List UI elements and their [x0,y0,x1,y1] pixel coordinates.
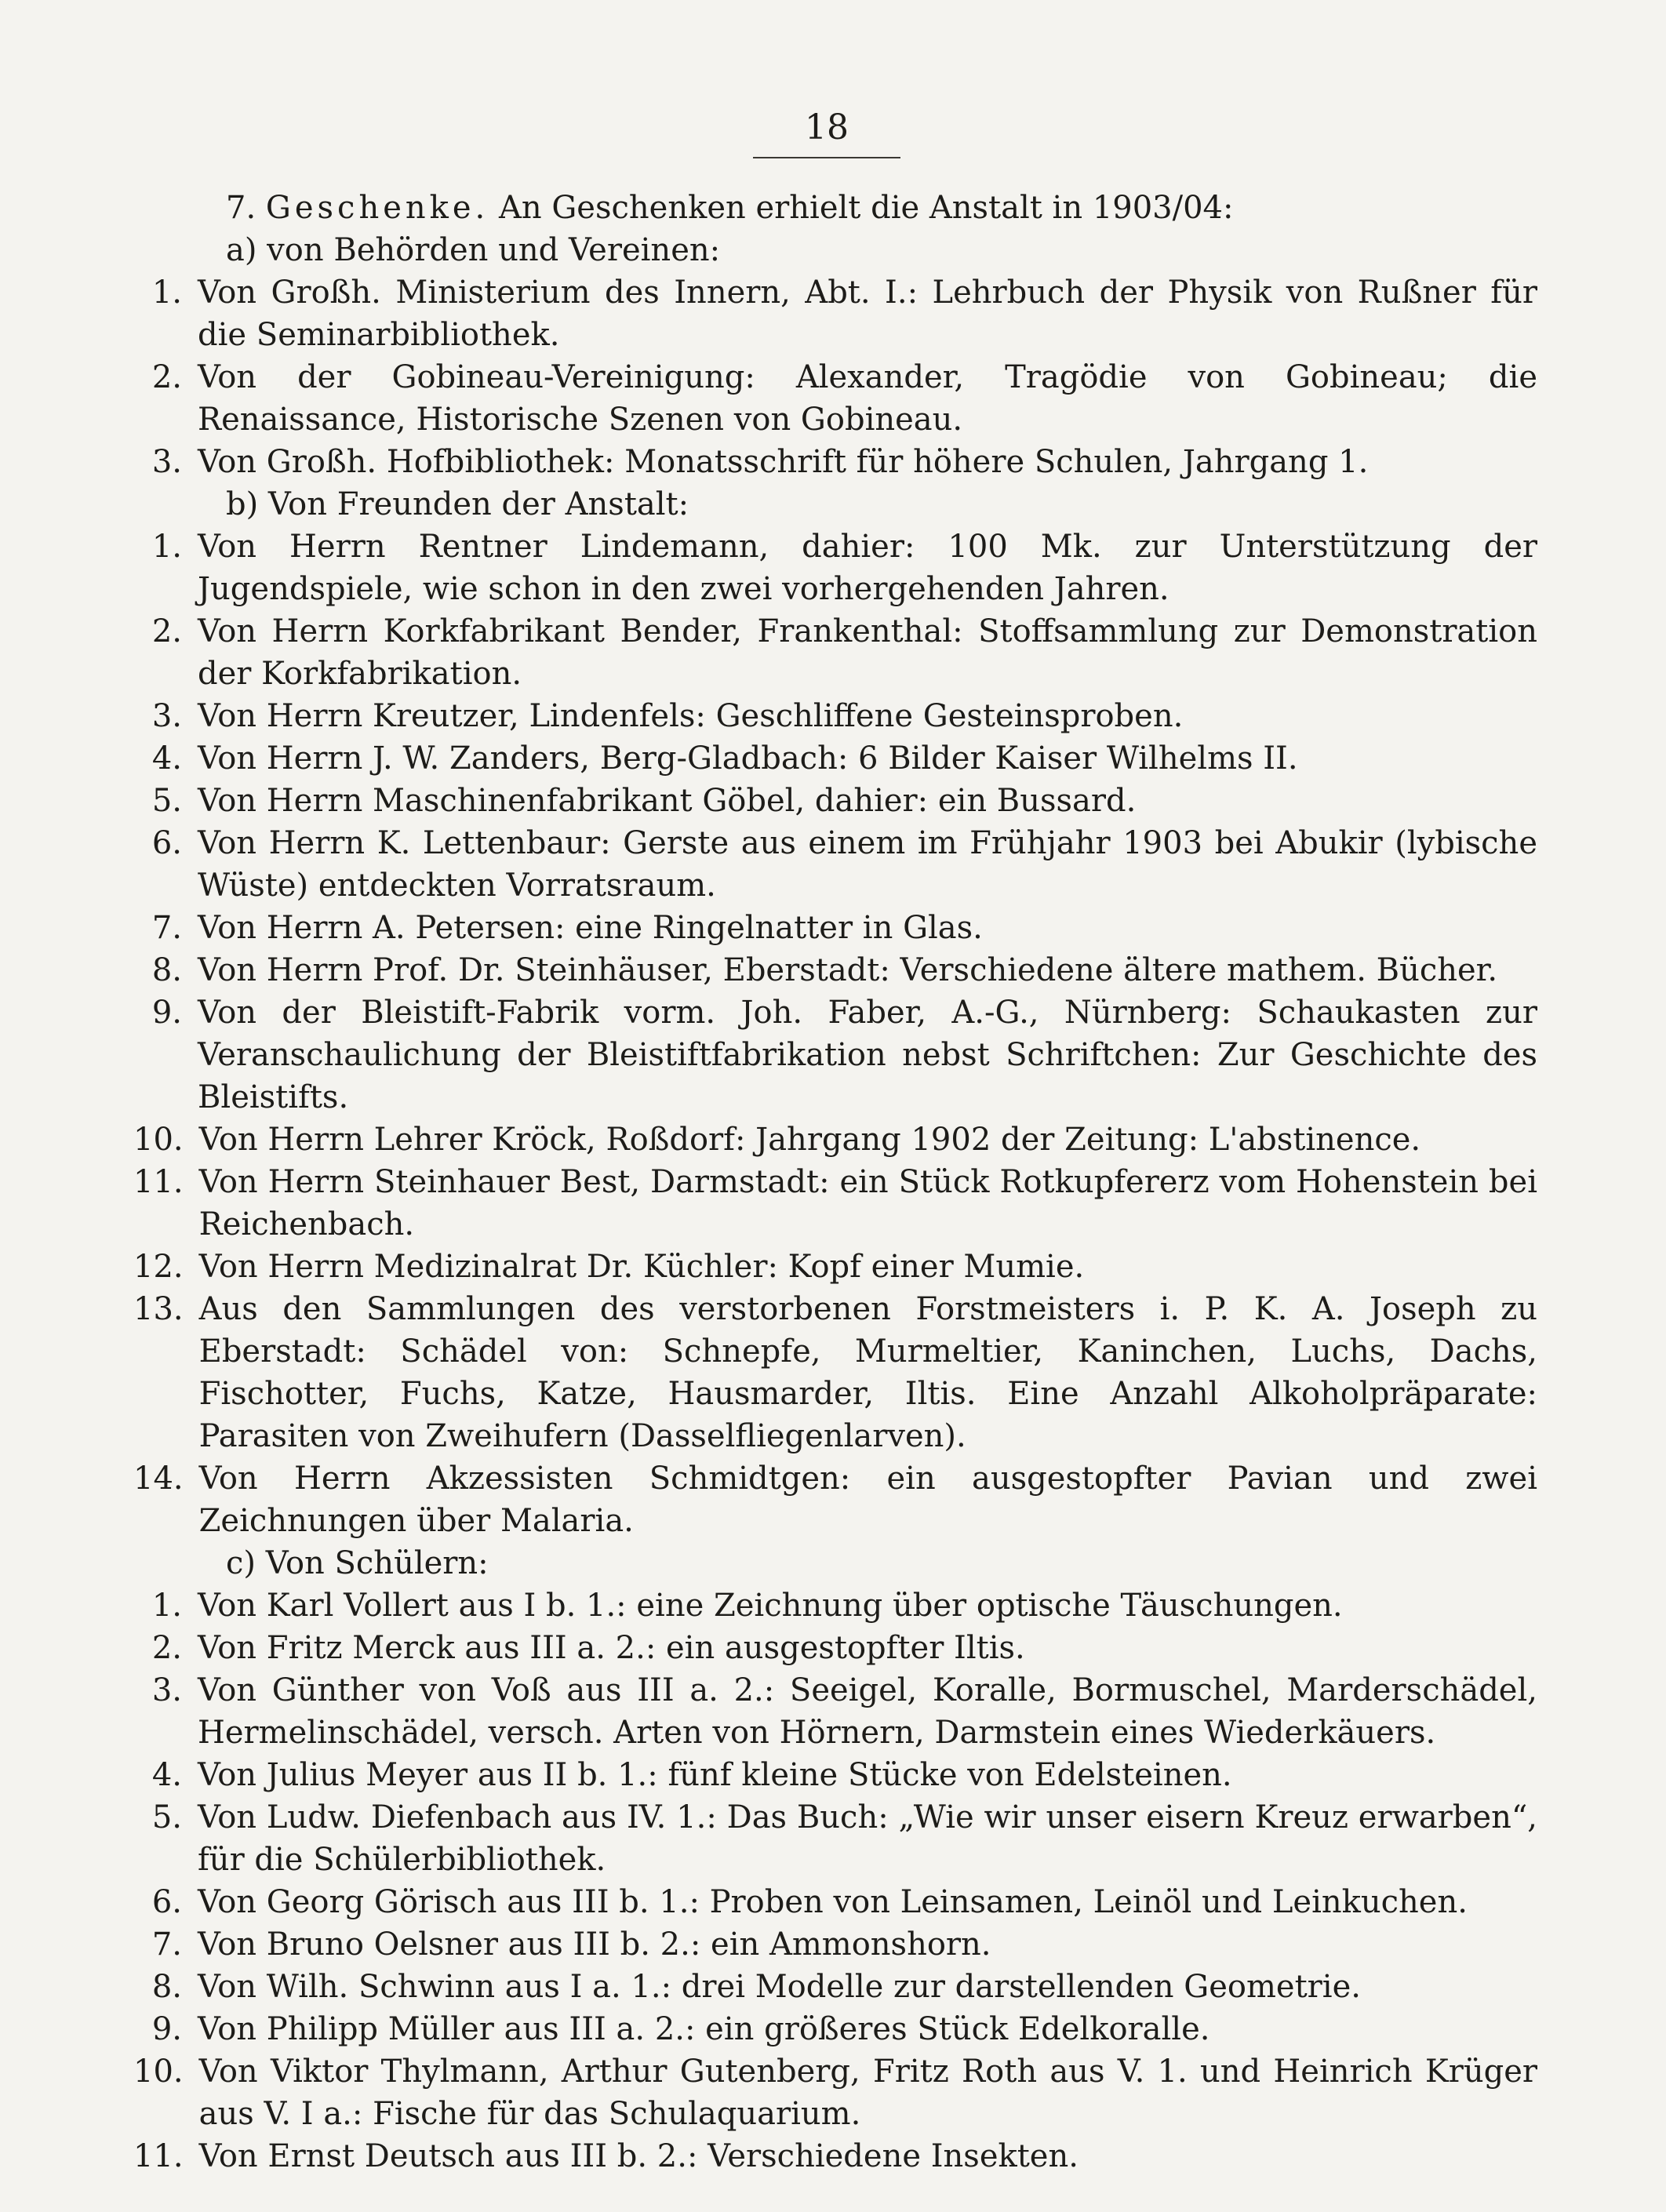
item-number: 3. [151,1672,182,1708]
list-item [133,1669,1537,1754]
group-c-list [133,1584,1537,2177]
item-text: Von Wilh. Schwinn aus I a. 1.: drei Modelle zur darstellenden Geometrie. [198,1969,1361,2005]
list-item [133,737,1537,780]
item-number: 6. [151,1884,182,1920]
list-item [133,1288,1537,1457]
item-number: 9. [151,995,182,1031]
item-text: Von der Gobineau-Vereinigung: Alexander, Tragödie von Gobineau; die Renaissance, Historische Szenen von Gobineau. [198,359,1537,438]
list-item [133,2135,1537,2177]
item-text: Von Herrn Medizinalrat Dr. Küchler: Kopf einer Mumie. [198,1249,1085,1285]
item-text: Von Ludw. Diefenbach aus IV. 1.: Das Buch: „Wie wir unser eisern Kreuz erwarben“, für die Schülerbibliothek. [198,1799,1537,1878]
item-number: 1. [151,1588,182,1624]
group-b-list [133,526,1537,1542]
item-number: 12. [133,1249,184,1285]
item-number: 4. [151,1757,182,1793]
item-number: 5. [151,783,182,819]
section-title: Geschenke. [265,190,489,226]
list-item [133,356,1537,441]
item-text: Von Herrn Korkfabrikant Bender, Frankenthal: Stoffsammlung zur Demonstration der Korkfabrikation. [198,613,1537,692]
item-text: Von der Bleistift-Fabrik vorm. Joh. Faber, A.-G., Nürnberg: Schaukasten zur Veranschaulichung der Bleistiftfabrikation nebst Schriftchen: Zur Geschichte des Bleistifts. [198,995,1537,1115]
item-text: Von Herrn Steinhauer Best, Darmstadt: ein Stück Rotkupfererz vom Hohenstein bei Reichenbach. [198,1164,1537,1242]
item-text: Von Herrn Maschinenfabrikant Göbel, dahier: ein Bussard. [198,783,1137,819]
item-text: Von Herrn Akzessisten Schmidtgen: ein ausgestopfter Pavian und zwei Zeichnungen über Malaria. [198,1461,1537,1539]
item-text: Von Großh. Hofbibliothek: Monatsschrift für höhere Schulen, Jahrgang 1. [198,444,1369,480]
list-item [133,1119,1537,1161]
list-item [133,1881,1537,1923]
list-item [133,991,1537,1119]
list-item [133,949,1537,991]
item-number: 1. [151,275,182,311]
list-item [133,780,1537,822]
item-text: Von Herrn Kreutzer, Lindenfels: Geschliffene Gesteinsproben. [198,698,1184,734]
list-item [133,822,1537,907]
item-number: 7. [151,910,182,946]
list-item [133,1584,1537,1627]
list-item [133,2050,1537,2135]
item-text: Von Herrn Lehrer Kröck, Roßdorf: Jahrgang 1902 der Zeitung: L'abstinence. [198,1122,1421,1158]
list-item [133,2008,1537,2050]
list-item [133,1246,1537,1288]
item-text: Von Fritz Merck aus III a. 2.: ein ausgestopfter Iltis. [198,1630,1025,1666]
list-item [133,1796,1537,1881]
page-content [133,187,1537,2177]
list-item [133,526,1537,610]
item-text: Von Bruno Oelsner aus III b. 2.: ein Ammonshorn. [198,1926,991,1963]
item-number: 3. [151,698,182,734]
item-text: Von Herrn J. W. Zanders, Berg-Gladbach: 6 Bilder Kaiser Wilhelms II. [198,740,1298,777]
list-item [133,1161,1537,1246]
item-number: 7. [151,1926,182,1963]
item-number: 11. [133,1164,184,1200]
item-number: 2. [151,359,182,395]
item-text: Von Karl Vollert aus I b. 1.: eine Zeichnung über optische Täuschungen. [198,1588,1343,1624]
item-number: 4. [151,740,182,777]
item-number: 10. [133,1122,184,1158]
list-item [133,271,1537,356]
item-text: Von Ernst Deutsch aus III b. 2.: Verschiedene Insekten. [198,2138,1079,2174]
list-item [133,1627,1537,1669]
item-number: 9. [151,2011,182,2047]
section-heading [133,187,1537,229]
item-number: 2. [151,613,182,649]
item-text: Von Herrn Rentner Lindemann, dahier: 100 Mk. zur Unterstützung der Jugendspiele, wie schon in den zwei vorhergehenden Jahren. [198,529,1537,607]
list-item [133,610,1537,695]
item-number: 2. [151,1630,182,1666]
item-number: 14. [133,1461,184,1497]
item-text: Von Herrn A. Petersen: eine Ringelnatter in Glas. [198,910,983,946]
page-number: 18 [805,107,849,147]
group-a-heading: a) von Behörden und Vereinen: [226,232,721,268]
item-text: Von Georg Görisch aus III b. 1.: Proben von Leinsamen, Leinöl und Leinkuchen. [198,1884,1468,1920]
item-text: Von Julius Meyer aus II b. 1.: fünf kleine Stücke von Edelsteinen. [198,1757,1232,1793]
list-item [133,1923,1537,1966]
list-item [133,441,1537,483]
item-number: 5. [151,1799,182,1835]
list-item [133,695,1537,737]
item-number: 11. [133,2138,184,2174]
group-c-heading: c) Von Schülern: [226,1545,489,1581]
item-text: Von Großh. Ministerium des Innern, Abt. I.: Lehrbuch der Physik von Rußner für die Seminarbibliothek. [198,275,1537,353]
list-item [133,1457,1537,1542]
group-b-heading: b) Von Freunden der Anstalt: [226,486,689,522]
item-number: 10. [133,2054,184,2090]
item-text: Von Günther von Voß aus III a. 2.: Seeigel, Koralle, Bormuschel, Marderschädel, Hermelinschädel, versch. Arten von Hörnern, Darmstein eines Wiederkäuers. [198,1672,1537,1751]
list-item [133,907,1537,949]
item-number: 8. [151,952,182,988]
item-number: 3. [151,444,182,480]
item-text: Von Herrn K. Lettenbaur: Gerste aus einem im Frühjahr 1903 bei Abukir (lybische Wüste) entdeckten Vorratsraum. [198,825,1537,904]
item-text: Von Philipp Müller aus III a. 2.: ein größeres Stück Edelkoralle. [198,2011,1210,2047]
section-intro: An Geschenken erhielt die Anstalt in 1903/04: [498,190,1234,226]
item-number: 6. [151,825,182,861]
item-number: 13. [133,1291,184,1327]
list-item [133,1754,1537,1796]
item-number: 1. [151,529,182,565]
item-text: Von Herrn Prof. Dr. Steinhäuser, Eberstadt: Verschiedene ältere mathem. Bücher. [198,952,1498,988]
list-item [133,1966,1537,2008]
item-text: Von Viktor Thylmann, Arthur Gutenberg, Fritz Roth aus V. 1. und Heinrich Krüger aus V. I a.: Fische für das Schulaquarium. [198,2054,1537,2132]
item-text: Aus den Sammlungen des verstorbenen Forstmeisters i. P. K. A. Joseph zu Eberstadt: Schädel von: Schnepfe, Murmeltier, Kaninchen, Luchs, Dachs, Fischotter, Fuchs, Katze, Hausmarder, Iltis. Eine Anzahl Alkoholpräparate: Parasiten von Zweihufern (Dasselfliegenlarven). [198,1291,1537,1454]
item-number: 8. [151,1969,182,2005]
group-a-list [133,271,1537,483]
page-number-rule [753,157,900,158]
section-number: 7. [226,190,256,226]
